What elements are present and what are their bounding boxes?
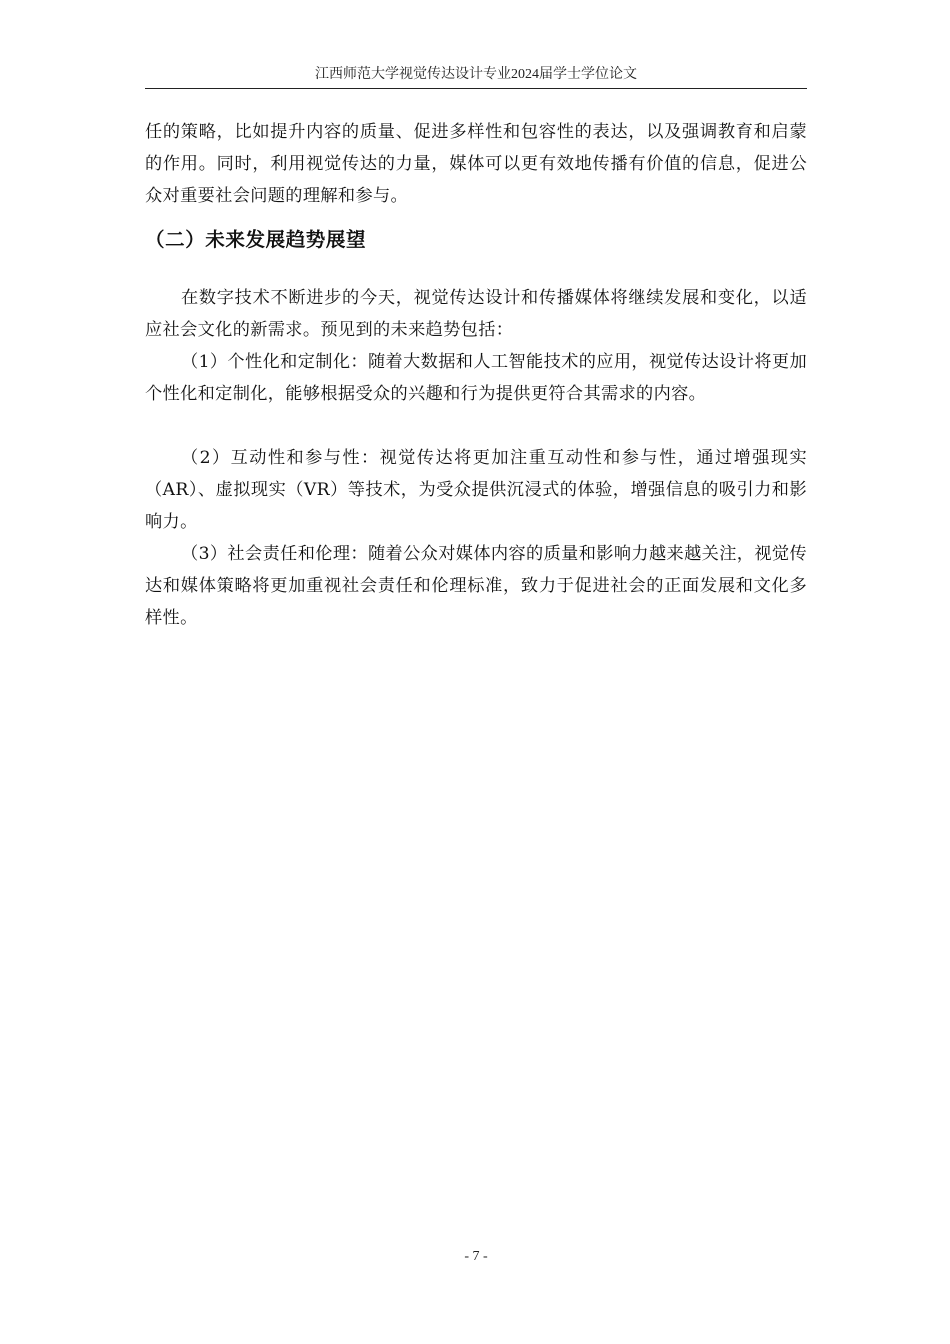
list-item-interactivity: （2）互动性和参与性：视觉传达将更加注重互动性和参与性，通过增强现实（AR）、虚拟现实（VR）等技术，为受众提供沉浸式的体验，增强信息的吸引力和影响力。 (145, 448, 807, 532)
list-item-social-responsibility: （3）社会责任和伦理：随着公众对媒体内容的质量和影响力越来越关注，视觉传达和媒体策略将更加重视社会责任和伦理标准，致力于促进社会的正面发展和文化多样性。 (145, 544, 807, 628)
paragraph-intro: 在数字技术不断进步的今天，视觉传达设计和传播媒体将继续发展和变化，以适应社会文化的新需求。预见到的未来趋势包括： (145, 288, 807, 340)
header-divider (145, 88, 807, 89)
running-header: 江西师范大学视觉传达设计专业2024届学士学位论文 (315, 67, 637, 82)
section-heading: （二）未来发展趋势展望 (145, 228, 367, 251)
list-item-personalization: （1）个性化和定制化：随着大数据和人工智能技术的应用，视觉传达设计将更加个性化和定制化，能够根据受众的兴趣和行为提供更符合其需求的内容。 (145, 352, 807, 404)
paragraph-continued: 任的策略，比如提升内容的质量、促进多样性和包容性的表达，以及强调教育和启蒙的作用。同时，利用视觉传达的力量，媒体可以更有效地传播有价值的信息，促进公众对重要社会问题的理解和参与。 (145, 122, 807, 206)
page-number: - 7 - (464, 1249, 488, 1264)
